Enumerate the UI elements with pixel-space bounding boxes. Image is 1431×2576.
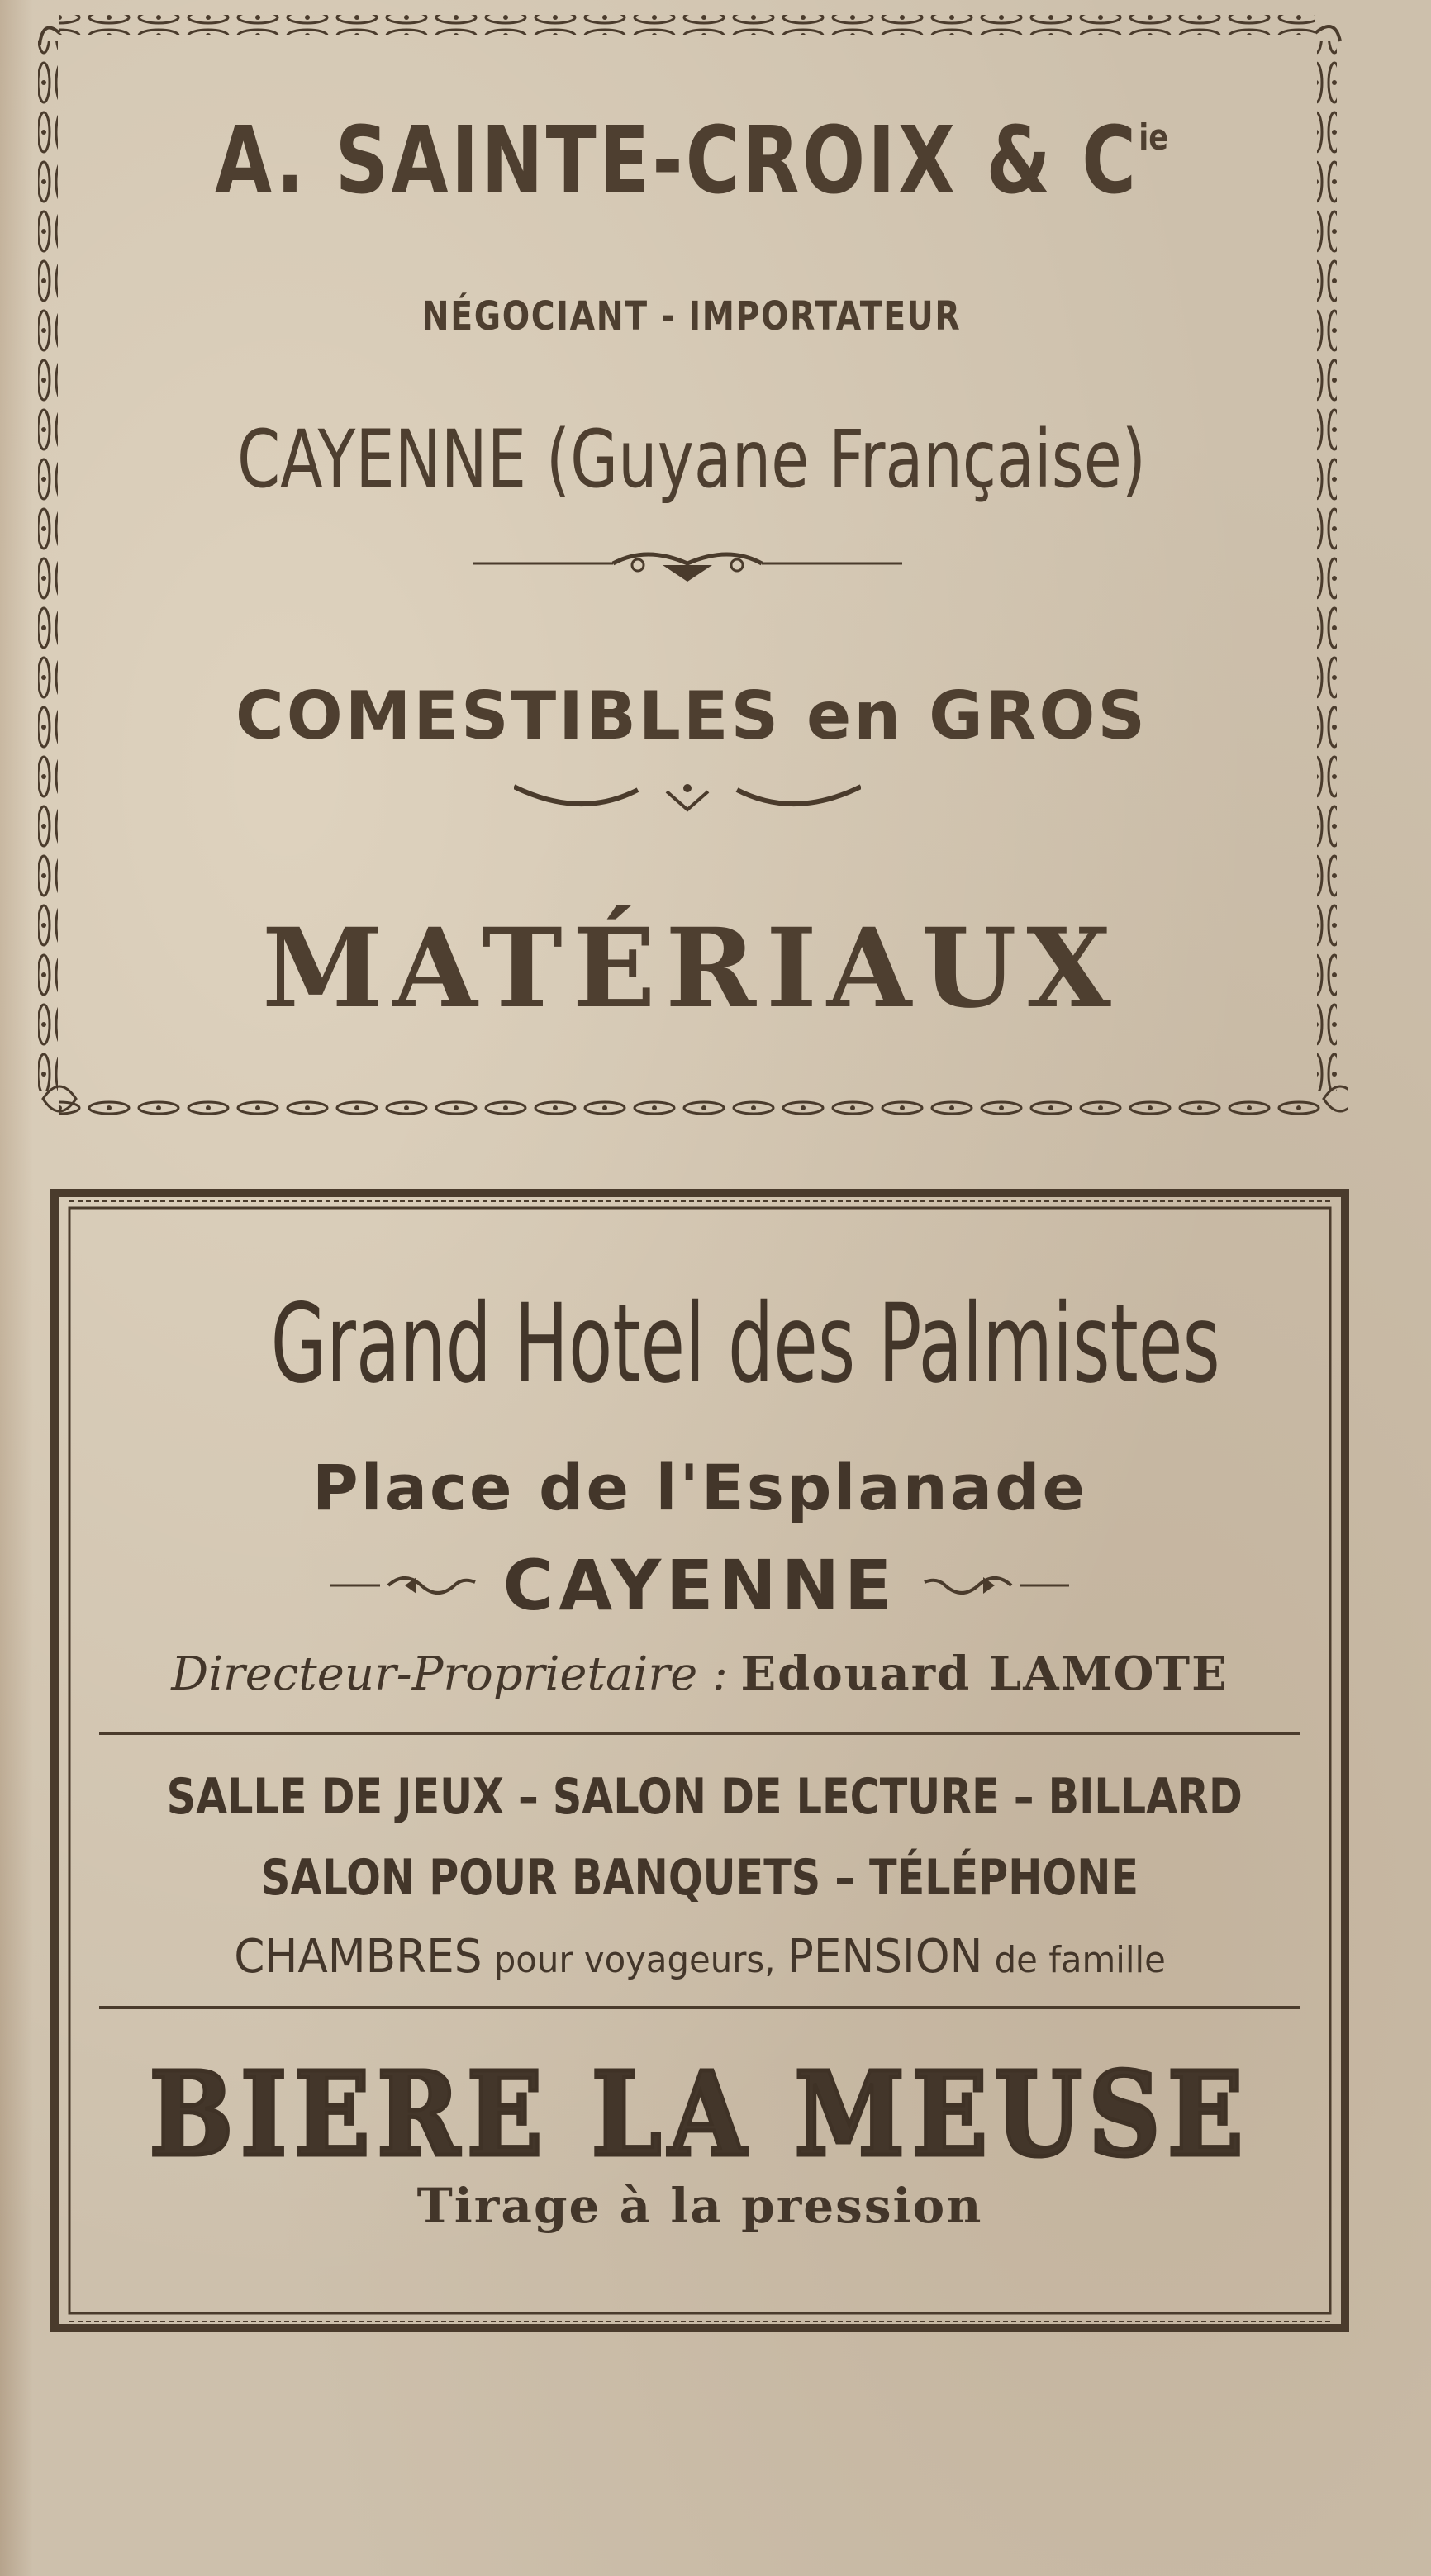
trade-line: COMESTIBLES en GROS bbox=[235, 677, 1148, 754]
divider-rule-lower bbox=[99, 2006, 1300, 2009]
swash-ornament bbox=[514, 777, 861, 826]
hotel-rooms-line bbox=[82, 1930, 1317, 1984]
left-fleuron-icon bbox=[330, 1569, 479, 1602]
divider-rule-upper bbox=[99, 1732, 1300, 1735]
hotel-director bbox=[50, 1647, 1350, 1701]
hotel-address: Place de l'Esplanade bbox=[311, 1451, 1088, 1524]
grand-hotel-advertisement bbox=[50, 1188, 1350, 2333]
divider-ornament bbox=[473, 545, 902, 587]
hotel-city: CAYENNE bbox=[502, 1545, 897, 1626]
rooms-word: CHAMBRES bbox=[234, 1930, 483, 1984]
beer-note: Tirage à la pression bbox=[416, 2178, 983, 2234]
company-location: CAYENNE (Guyane Française) bbox=[236, 413, 1147, 506]
pension-text: de famille bbox=[994, 1939, 1166, 1981]
beer-brand: BIERE LA MEUSE bbox=[149, 2047, 1251, 2183]
company-suffix: ie bbox=[1139, 116, 1169, 159]
director-label: Directeur-Proprietaire : bbox=[171, 1647, 728, 1701]
rooms-text: pour voyageurs, bbox=[493, 1939, 776, 1981]
pension-word: PENSION bbox=[787, 1930, 983, 1984]
hotel-city-row bbox=[50, 1545, 1350, 1636]
right-fleuron-icon bbox=[920, 1569, 1069, 1602]
goods-line: MATÉRIAUX bbox=[262, 905, 1121, 1033]
sainte-croix-advertisement bbox=[35, 8, 1348, 1132]
company-name bbox=[166, 107, 1217, 215]
hotel-services-line-2: SALON POUR BANQUETS – TÉLÉPHONE bbox=[260, 1849, 1139, 1907]
company-role: NÉGOCIANT - IMPORTATEUR bbox=[421, 293, 962, 340]
hotel-name: Grand Hotel des Palmistes bbox=[270, 1281, 1220, 1408]
company-name-text: A. SAINTE-CROIX & C bbox=[214, 107, 1139, 215]
director-name: Edouard LAMOTE bbox=[740, 1647, 1229, 1701]
hotel-services-line-1: SALLE DE JEUX – SALON DE LECTURE – BILLARD bbox=[166, 1768, 1243, 1826]
